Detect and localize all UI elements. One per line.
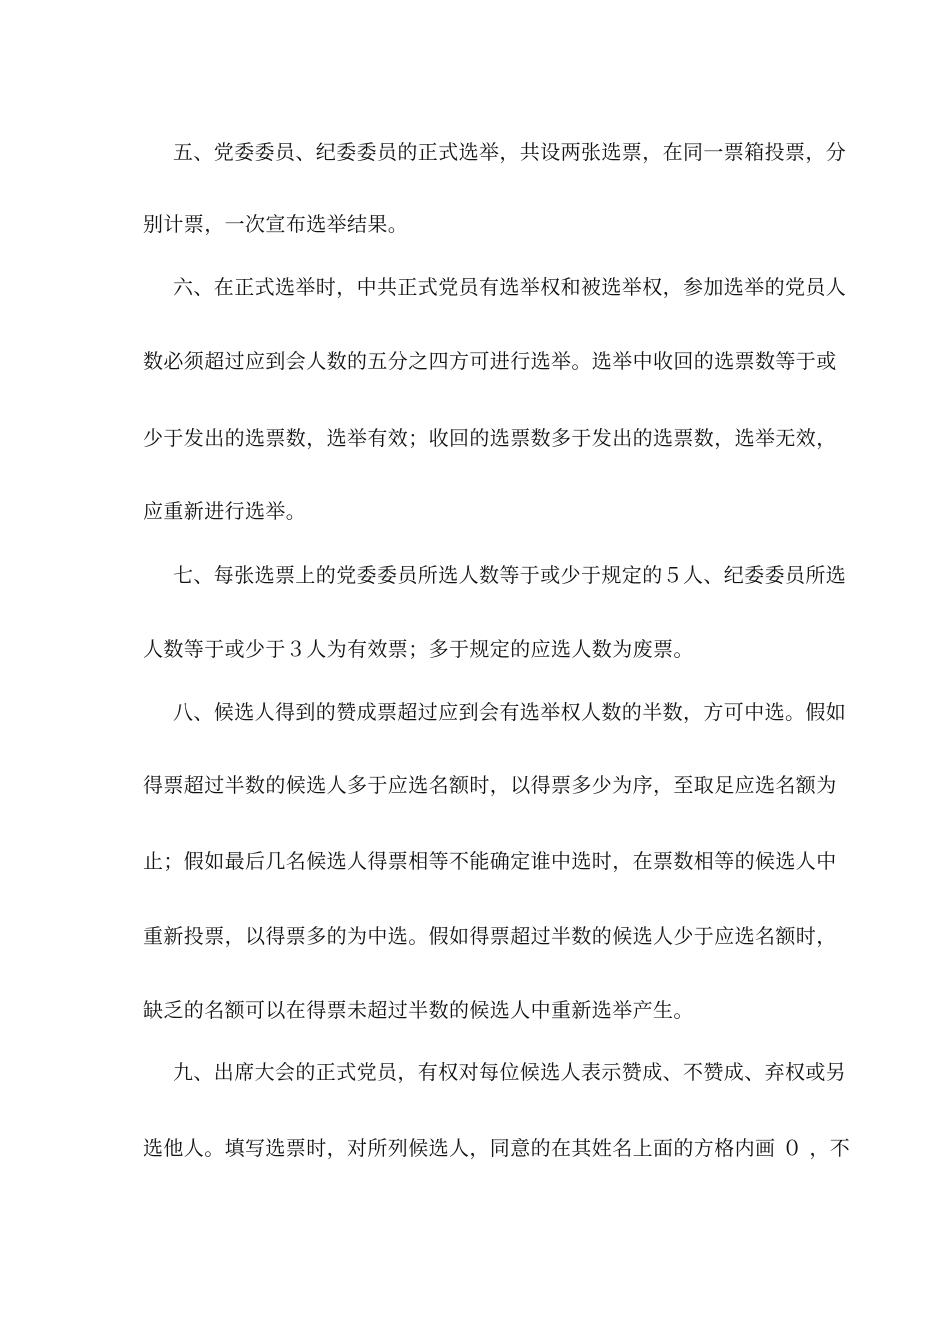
paragraph-6-line-1: 六、在正式选举时，中共正式党员有选举权和被选举权，参加选举的党员人 — [173, 275, 847, 299]
paragraph-9-line-2: 选他人。填写选票时，对所列候选人，同意的在其姓名上面的方格内画 ０ ，不 — [143, 1136, 851, 1160]
paragraph-7-line-2: 人数等于或少于３人为有效票；多于规定的应选人数为废票。 — [143, 637, 694, 661]
paragraph-5-line-2: 别计票，一次宣布选举结果。 — [143, 212, 409, 236]
paragraph-6-line-3: 少于发出的选票数，选举有效；收回的选票数多于发出的选票数，选举无效， — [143, 426, 837, 450]
paragraph-8-line-3: 止；假如最后几名候选人得票相等不能确定谁中选时，在票数相等的候选人中 — [143, 849, 837, 873]
paragraph-7-line-1: 七、每张选票上的党委委员所选人数等于或少于规定的５人、纪委委员所选 — [173, 563, 847, 587]
paragraph-6-line-4: 应重新进行选举。 — [143, 499, 307, 523]
paragraph-5-line-1: 五、党委委员、纪委委员的正式选举，共设两张选票，在同一票箱投票，分 — [173, 140, 847, 164]
paragraph-8-line-1: 八、候选人得到的赞成票超过应到会有选举权人数的半数，方可中选。假如 — [173, 700, 847, 724]
paragraph-6-line-2: 数必须超过应到会人数的五分之四方可进行选举。选举中收回的选票数等于或 — [143, 349, 837, 373]
paragraph-8-line-5: 缺乏的名额可以在得票未超过半数的候选人中重新选举产生。 — [143, 998, 694, 1022]
paragraph-8-line-2: 得票超过半数的候选人多于应选名额时，以得票多少为序，至取足应选名额为 — [143, 773, 837, 797]
paragraph-9-line-1: 九、出席大会的正式党员，有权对每位候选人表示赞成、不赞成、弃权或另 — [173, 1060, 847, 1084]
paragraph-8-line-4: 重新投票，以得票多的为中选。假如得票超过半数的候选人少于应选名额时， — [143, 924, 837, 948]
